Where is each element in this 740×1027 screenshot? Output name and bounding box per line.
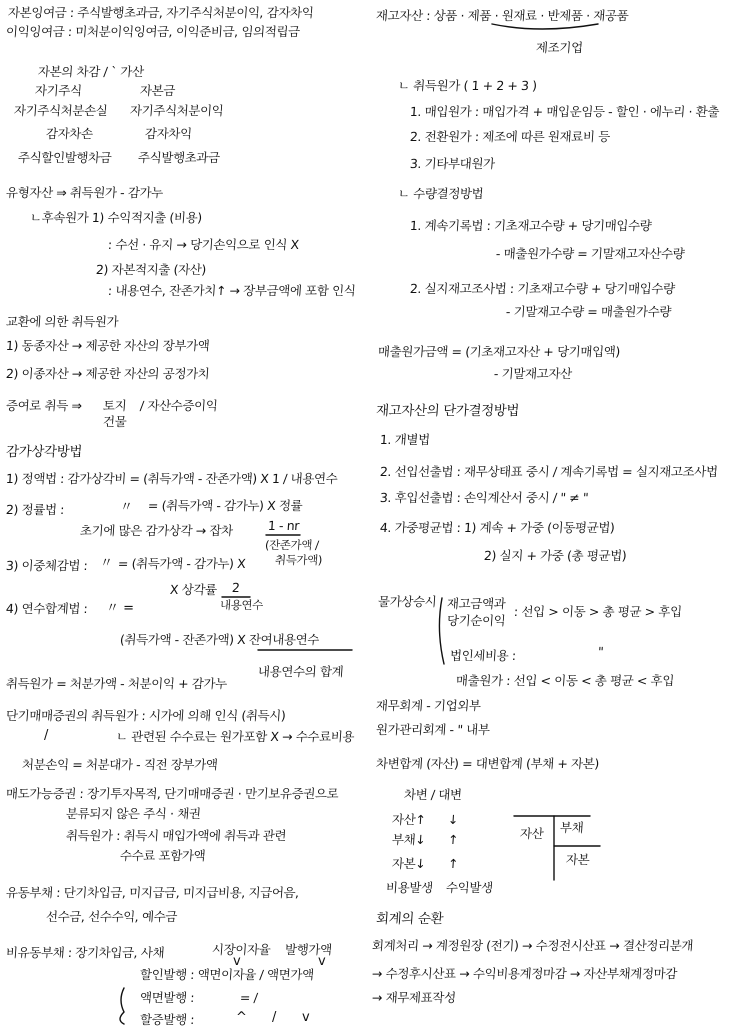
cogs-formula: 매출원가금액 = (기초재고자산 + 당기매입액)	[377, 344, 621, 359]
cogs-formula-2: - 기말재고자산	[493, 366, 573, 381]
credit-row-4: 수익발생	[445, 880, 494, 895]
trading-fee-note: ㄴ 관련된 수수료는 원가포함 X → 수수료비용	[115, 729, 355, 744]
fifo-line: 2. 선입선출법 : 재무상태표 중시 / 계속기록법 = 실지재고조사법	[379, 464, 719, 479]
capital-row-3-minus: 감자차손	[45, 126, 94, 141]
capital-expense-detail: : 내용연수, 잔존가치↑ → 장부금액에 포함 인식	[107, 283, 356, 298]
quantity-method-title: ㄴ 수량결정방법	[397, 186, 484, 201]
debit-row-3: 자본↓	[391, 856, 426, 871]
current-liabilities-line-2: 선수금, 선수수익, 예수금	[45, 909, 178, 924]
inflation-order-1: : 선입 > 이동 > 총 평균 > 후입	[513, 604, 683, 619]
up-mark: ^	[236, 1010, 247, 1025]
debit-credit-title: 차변 / 대변	[403, 787, 463, 802]
capital-expense-line: 2) 자본적지출 (자산)	[95, 262, 207, 277]
t-account-equity: 자본	[565, 852, 590, 867]
par-issue-line: 액면발행 :	[139, 990, 195, 1005]
bond-issue-bracket	[120, 988, 124, 1024]
ditto-mark: 〃	[120, 500, 134, 515]
cost-accounting-line: 원가관리회계 - " 내부	[375, 722, 491, 737]
corporate-tax-label: 법인세비용 :	[449, 648, 517, 663]
sum-of-years-numerator: (취득가액 - 잔존가액) X 잔여내용연수	[119, 632, 320, 647]
periodic-method-line: 2. 실지재고조사법 : 기초재고수량 + 당기매입수량	[409, 281, 676, 296]
purchase-cost-line: 1. 매입원가 : 매입가격 + 매입운임등 - 할인 · 에누리 · 환출	[409, 104, 720, 119]
balance-equation: 차변합계 (자산) = 대변합계 (부채 + 자본)	[375, 756, 600, 771]
corporate-tax-ditto: "	[597, 644, 604, 659]
specific-identification: 1. 개별법	[379, 432, 431, 447]
acquisition-cost-title: ㄴ 취득원가 ( 1 + 2 + 3 )	[397, 78, 538, 93]
afs-securities-line-2: 분류되지 않은 주식 · 채권	[65, 806, 202, 821]
weighted-average-line: 4. 가중평균법 : 1) 계속 + 가중 (이동평균법)	[379, 520, 615, 535]
inventory-assets-line: 재고자산 : 상품 · 제품 · 원재료 · 반제품 · 재공품	[375, 8, 629, 23]
capital-row-2-plus: 자기주식처분이익	[129, 103, 224, 118]
lifo-line: 3. 후입선출법 : 손익계산서 중시 / " ≠ "	[379, 490, 589, 505]
gift-income: / 자산수증이익	[139, 398, 218, 413]
revenue-expense-detail: : 수선 · 유지 → 당기손익으로 인식 X	[107, 237, 300, 252]
down-mark: v	[302, 1010, 310, 1025]
manufacturing-brace	[492, 24, 598, 29]
afs-cost-line: 취득원가 : 취득시 매입가액에 취득과 관련	[65, 828, 287, 843]
conversion-cost-line: 2. 전환원가 : 제조에 따른 원재료비 등	[409, 129, 611, 144]
gift-acquire-label: 증여로 취득 ⇒	[5, 398, 83, 413]
other-cost-line: 3. 기타부대원가	[409, 156, 496, 171]
depreciation-rate-label: X 상각률	[169, 582, 218, 597]
tangible-assets-line: 유형자산 ⇒ 취득원가 - 감가누	[5, 185, 164, 200]
credit-row-3: ↑	[447, 856, 459, 871]
t-account-asset: 자산	[519, 826, 544, 841]
rate-numerator: 2	[231, 580, 241, 595]
debit-row-4: 비용발생	[385, 880, 434, 895]
rate-denominator: 내용연수	[219, 598, 264, 612]
accounting-cycle-line-3: → 재무제표작성	[371, 990, 457, 1005]
accounting-cycle-title: 회계의 순환	[375, 911, 444, 927]
afs-cost-line-2: 수수료 포함가액	[119, 848, 206, 863]
par-issue-values: = /	[239, 990, 258, 1005]
double-declining-formula: = (취득가액 - 감가누) X	[117, 556, 246, 571]
unit-cost-title: 재고자산의 단가결정방법	[375, 403, 520, 419]
disposal-gain-formula: 처분손익 = 처분대가 - 직전 장부가액	[21, 757, 219, 772]
ditto-mark-3: 〃 =	[106, 601, 135, 616]
double-declining-label: 3) 이중체감법 :	[5, 558, 88, 573]
capital-table-title: 자본의 차감 / ` 가산	[37, 64, 145, 79]
exchange-title: 교환에 의한 취득원가	[5, 314, 119, 329]
credit-row-1: ↓	[447, 812, 459, 827]
inflation-label: 물가상승시	[377, 594, 437, 609]
inflation-bracket	[439, 598, 444, 664]
declining-balance-formula: = (취득가액 - 감가누) X 정률	[147, 498, 303, 513]
exchange-same-kind: 1) 동종자산 → 제공한 자산의 장부가액	[5, 338, 210, 353]
accounting-cycle-line-2: → 수정후시산표 → 수익비용계정마감 → 자산부채계정마감	[371, 966, 678, 981]
capital-row-1-plus: 자본금	[139, 83, 176, 98]
current-liabilities-line: 유동부채 : 단기차입금, 미지급금, 미지급비용, 지급어음,	[5, 885, 300, 900]
afs-securities-line: 매도가능증권 : 장기투자목적, 단기매매증권 · 만기보유증권으로	[5, 786, 339, 801]
noncurrent-liabilities-line: 비유동부채 : 장기차입금, 사채	[5, 945, 165, 960]
periodic-method-line-2: - 기말재고수량 = 매출원가수량	[505, 304, 672, 319]
capital-surplus-line: 자본잉여금 : 주식발행초과금, 자기주식처분이익, 감자차익	[7, 5, 314, 20]
capital-row-2-minus: 자기주식처분손실	[13, 103, 108, 118]
capital-row-1-minus: 자기주식	[34, 83, 83, 98]
market-rate-header: 시장이자율	[211, 942, 271, 957]
financial-accounting-line: 재무회계 - 기업외부	[375, 698, 482, 713]
trading-securities-line: 단기매매증권의 취득원가 : 시가에 의해 인식 (취득시)	[5, 708, 286, 723]
gift-land: 토지	[102, 398, 127, 413]
cogs-order-line: 매출원가 : 선입 < 이동 < 총 평균 < 후입	[455, 673, 675, 688]
capital-row-3-plus: 감자차익	[144, 126, 193, 141]
perpetual-method-line-2: - 매출원가수량 = 기말재고자산수량	[495, 246, 685, 261]
ditto-mark-2: 〃	[100, 556, 114, 571]
check-mark: v	[233, 954, 241, 969]
residual-ratio-top: (잔존가액 /	[264, 538, 320, 552]
net-income-label: 당기순이익	[446, 613, 506, 628]
debit-row-2: 부채↓	[391, 832, 426, 847]
slash-mark: /	[272, 1010, 277, 1025]
declining-balance-note: 초기에 많은 감가상각 → 잡차	[79, 523, 234, 538]
premium-issue-line: 할증발행 :	[139, 1012, 195, 1027]
capital-row-4-minus: 주식할인발행차금	[17, 150, 112, 165]
inventory-amount-label: 재고금액과	[446, 596, 506, 611]
declining-rate-formula: 1 - nr	[267, 518, 300, 533]
t-account-liability: 부채	[559, 820, 584, 835]
straight-line-method: 1) 정액법 : 감가상각비 = (취득가액 - 잔존가액) X 1 / 내용연수	[5, 471, 338, 486]
acquisition-cost-formula: 취득원가 = 처분가액 - 처분이익 + 감가누	[5, 676, 228, 691]
accounting-cycle-line-1: 회계처리 → 계정원장 (전기) → 수정전시산표 → 결산정리분개	[371, 938, 694, 953]
bracket-mark: /	[44, 728, 49, 743]
sum-of-years-denominator: 내용연수의 합계	[257, 664, 344, 679]
manufacturing-label: 제조기업	[535, 40, 584, 55]
sum-of-years-label: 4) 연수합계법 :	[5, 601, 88, 616]
depreciation-title: 감가상각방법	[5, 444, 83, 460]
perpetual-method-line: 1. 계속기록법 : 기초재고수량 + 당기매입수량	[409, 218, 652, 233]
declining-balance-label: 2) 정률법 :	[5, 502, 65, 517]
check-mark-2: v	[318, 954, 326, 969]
capital-row-4-plus: 주식발행초과금	[137, 150, 221, 165]
credit-row-2: ↑	[447, 832, 459, 847]
discount-issue-line: 할인발행 : 액면이자율 / 액면가액	[139, 967, 315, 982]
subsequent-cost-line: ㄴ후속원가 1) 수익적지출 (비용)	[29, 210, 203, 225]
gift-building: 건물	[102, 414, 127, 429]
retained-earnings-line: 이익잉여금 : 미처분이익잉여금, 이익준비금, 임의적립금	[5, 24, 301, 39]
issue-price-header: 발행가액	[284, 942, 333, 957]
weighted-average-line-2: 2) 실지 + 가중 (총 평균법)	[483, 548, 627, 563]
debit-row-1: 자산↑	[391, 812, 426, 827]
exchange-different-kind: 2) 이종자산 → 제공한 자산의 공정가치	[5, 366, 210, 381]
residual-ratio-bottom: 취득가액)	[274, 553, 323, 567]
